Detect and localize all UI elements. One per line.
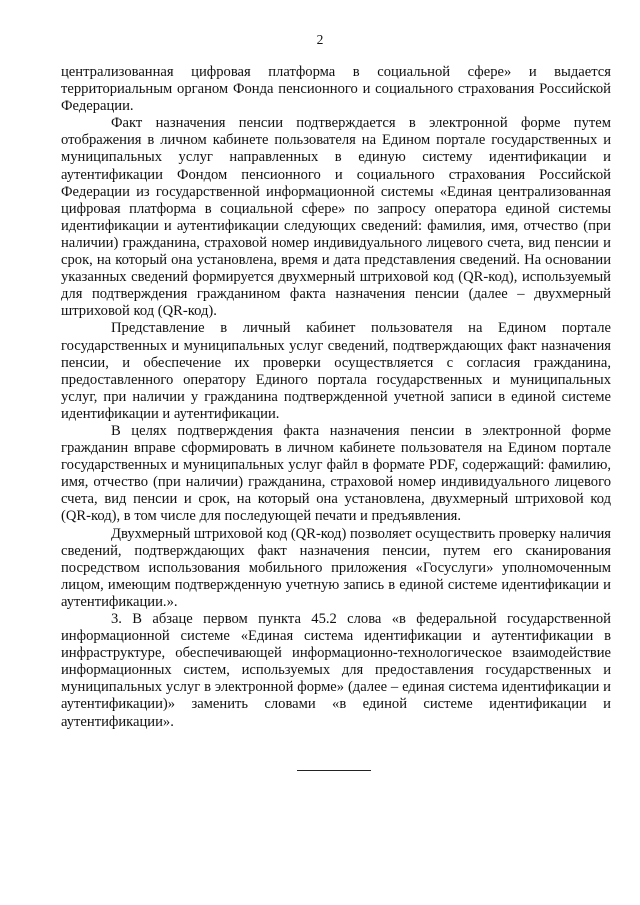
- paragraph-qr-verification: Двухмерный штриховой код (QR-код) позволяет осуществить проверку наличия сведений, подтверждающих факт назначения пенсии, путем его сканирования посредством использования мобильного приложения «Госуслуги» уполномоченным лицом, имеющим подтвержденную учетную запись в единой системе идентификации и аутентификации.».: [61, 525, 611, 610]
- paragraph-consent: Представление в личный кабинет пользователя на Едином портале государственных и муниципальных услуг сведений, подтверждающих факт назначения пенсии, и обеспечение их проверки осуществляется с согласия гражданина, предоставленного оператору Единого портала государственных и муниципальных услуг, при наличии у гражданина подтвержденной учетной записи в единой системе идентификации и аутентификации.: [61, 320, 611, 422]
- end-separator-line: [297, 770, 371, 771]
- paragraph-pension-confirmation: Факт назначения пенсии подтверждается в электронной форме путем отображения в личном кабинете пользователя на Едином портале государственных и муниципальных услуг направленных в единую систему идентификации и аутентификации Фондом пенсионного и социального страхования Российской Федерации из государственной информационной системы «Единая централизованная цифровая платформа в социальной сфере» по запросу оператора единой системы идентификации и аутентификации следующих сведений: фамилия, имя, отчество (при наличии) гражданина, страховой номер индивидуального лицевого счета, вид пенсии и срок, на который она установлена, время и дата представления сведений. На основании указанных сведений формируется двухмерный штриховой код (QR-код), используемый для подтверждения гражданином факта назначения пенсии (далее – двухмерный штриховой код (QR-код).: [61, 115, 611, 320]
- document-body: [61, 64, 611, 731]
- paragraph-amendment-3: 3. В абзаце первом пункта 45.2 слова «в федеральной государственной информационной системе «Единая система идентификации и аутентификации в инфраструктуре, обеспечивающей информационно-технологическое взаимодействие информационных систем, используемых для предоставления государственных и муниципальных услуг в электронной форме» (далее – единая система идентификации и аутентификации)» заменить словами «в единой системе идентификации и аутентификации».: [61, 611, 611, 730]
- paragraph-pdf-file: В целях подтверждения факта назначения пенсии в электронной форме гражданин вправе сформировать в личном кабинете пользователя на Едином портале государственных и муниципальных услуг файл в формате PDF, содержащий: фамилию, имя, отчество (при наличии) гражданина, страховой номер индивидуального лицевого счета, вид пенсии и срок, на который она установлена, двухмерный штриховой код (QR-код), в том числе для последующей печати и предъявления.: [61, 422, 611, 525]
- paragraph-continuation: централизованная цифровая платформа в социальной сфере» и выдается территориальным органом Фонда пенсионного и социального страхования Российской Федерации.: [61, 64, 611, 115]
- page-number: 2: [316, 32, 324, 47]
